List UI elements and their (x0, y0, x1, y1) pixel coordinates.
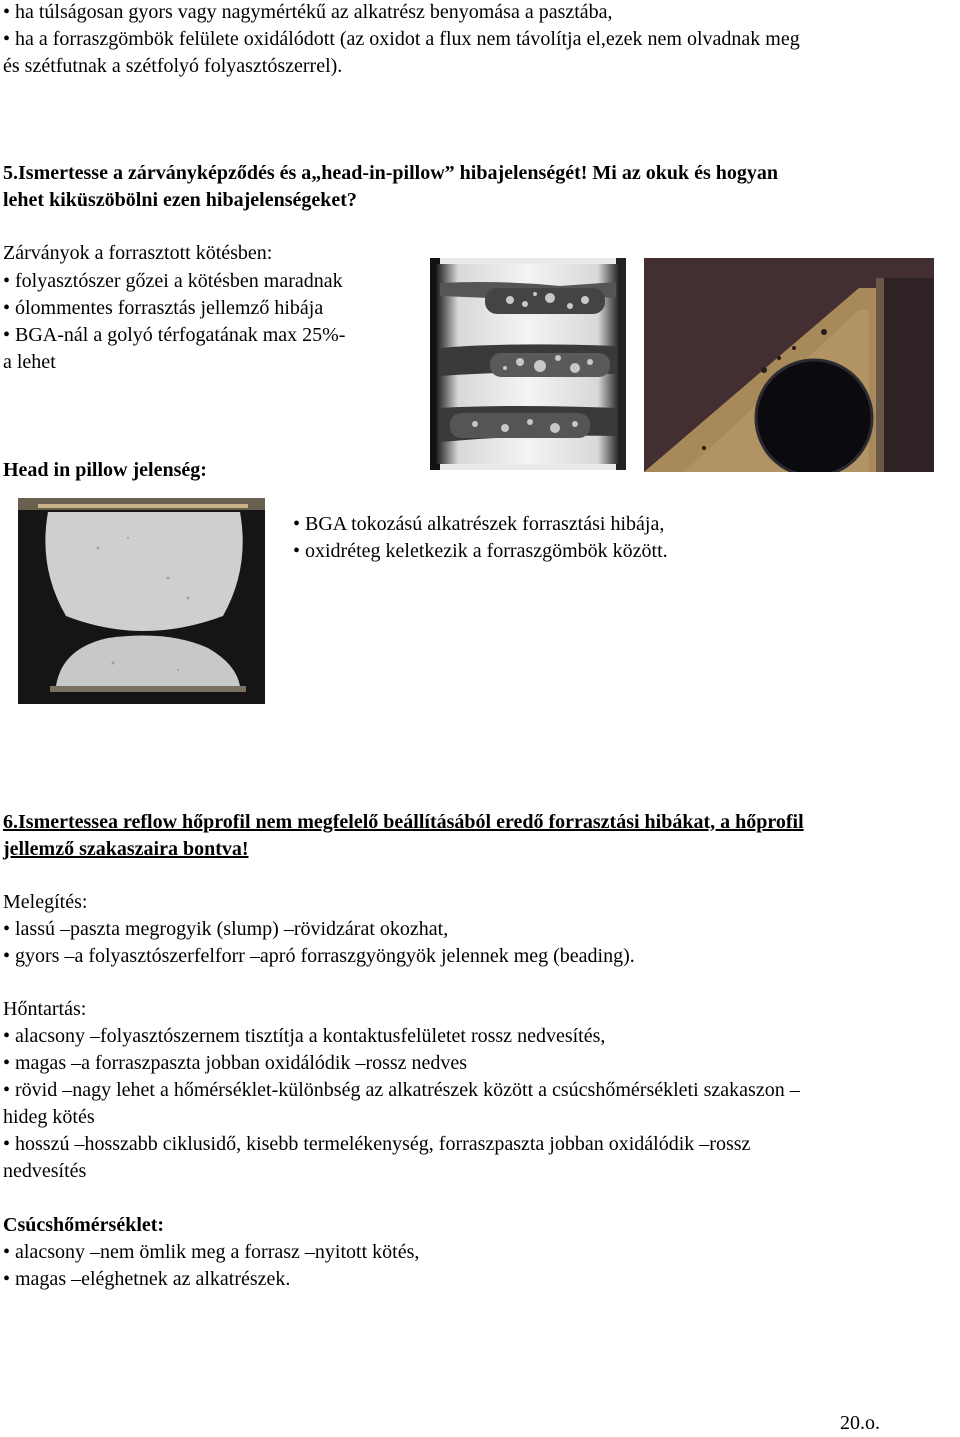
question-5-line-2: lehet kiküszöbölni ezen hibajelenségeket? (3, 189, 357, 211)
soak-line: • rövid –nagy lehet a hőmérséklet-különbség az alkatrészek között a csúcshőmérsékleti szakaszon – (3, 1079, 800, 1101)
intro-line-2: • ha a forraszgömbök felülete oxidálódott (az oxidot a flux nem távolítja el,ezek nem olvadnak meg (3, 28, 800, 50)
peak-item: • alacsony –nem ömlik meg a forrasz –nyitott kötés, (3, 1241, 420, 1263)
peak-heading: Csúcshőmérséklet: (3, 1214, 165, 1236)
head-in-pillow-item: • BGA tokozású alkatrészek forrasztási hibája, (293, 513, 665, 535)
soak-line: • alacsony –folyasztószernem tisztítja a kontaktusfelületet rossz nedvesítés, (3, 1025, 606, 1047)
head-in-pillow-image (18, 498, 265, 704)
xray-voids-image (430, 258, 626, 470)
head-in-pillow-item: • oxidréteg keletkezik a forraszgömbök között. (293, 540, 668, 562)
question-6-line-2: jellemző szakaszaira bontva! (3, 838, 249, 860)
inclusions-item: a lehet (3, 351, 56, 373)
soak-heading: Hőntartás: (3, 998, 87, 1020)
intro-line-1: • ha túlságosan gyors vagy nagymértékű az alkatrész benyomása a pasztába, (3, 1, 613, 23)
soak-line: • magas –a forraszpaszta jobban oxidálódik –rossz nedves (3, 1052, 468, 1074)
head-in-pillow-heading: Head in pillow jelenség: (3, 459, 207, 481)
peak-item: • magas –eléghetnek az alkatrészek. (3, 1268, 291, 1290)
intro-line-3: és szétfutnak a szétfolyó folyasztószerrel). (3, 55, 343, 77)
inclusions-item: • BGA-nál a golyó térfogatának max 25%- (3, 324, 346, 346)
inclusions-item: • folyasztószer gőzei a kötésben maradnak (3, 270, 343, 292)
cross-section-void-image (644, 258, 934, 472)
page-number: 20.o. (840, 1412, 880, 1434)
question-6-line-1: 6.Ismertessea reflow hőprofil nem megfelelő beállításából eredő forrasztási hibákat, a hőprofil (3, 811, 804, 833)
inclusions-item: • ólommentes forrasztás jellemző hibája (3, 297, 324, 319)
soak-line: • hosszú –hosszabb ciklusidő, kisebb termelékenység, forraszpaszta jobban oxidálódik –rossz (3, 1133, 751, 1155)
soak-line: nedvesítés (3, 1160, 87, 1182)
soak-line: hideg kötés (3, 1106, 95, 1128)
question-5-line-1: 5.Ismertesse a zárványképződés és a„head-in-pillow” hibajelenségét! Mi az okuk és hogyan (3, 162, 778, 184)
inclusions-heading: Zárványok a forrasztott kötésben: (3, 242, 273, 264)
preheat-item: • gyors –a folyasztószerfelforr –apró forraszgyöngyök jelennek meg (beading). (3, 945, 635, 967)
preheat-heading: Melegítés: (3, 891, 88, 913)
preheat-item: • lassú –paszta megrogyik (slump) –rövidzárat okozhat, (3, 918, 449, 940)
